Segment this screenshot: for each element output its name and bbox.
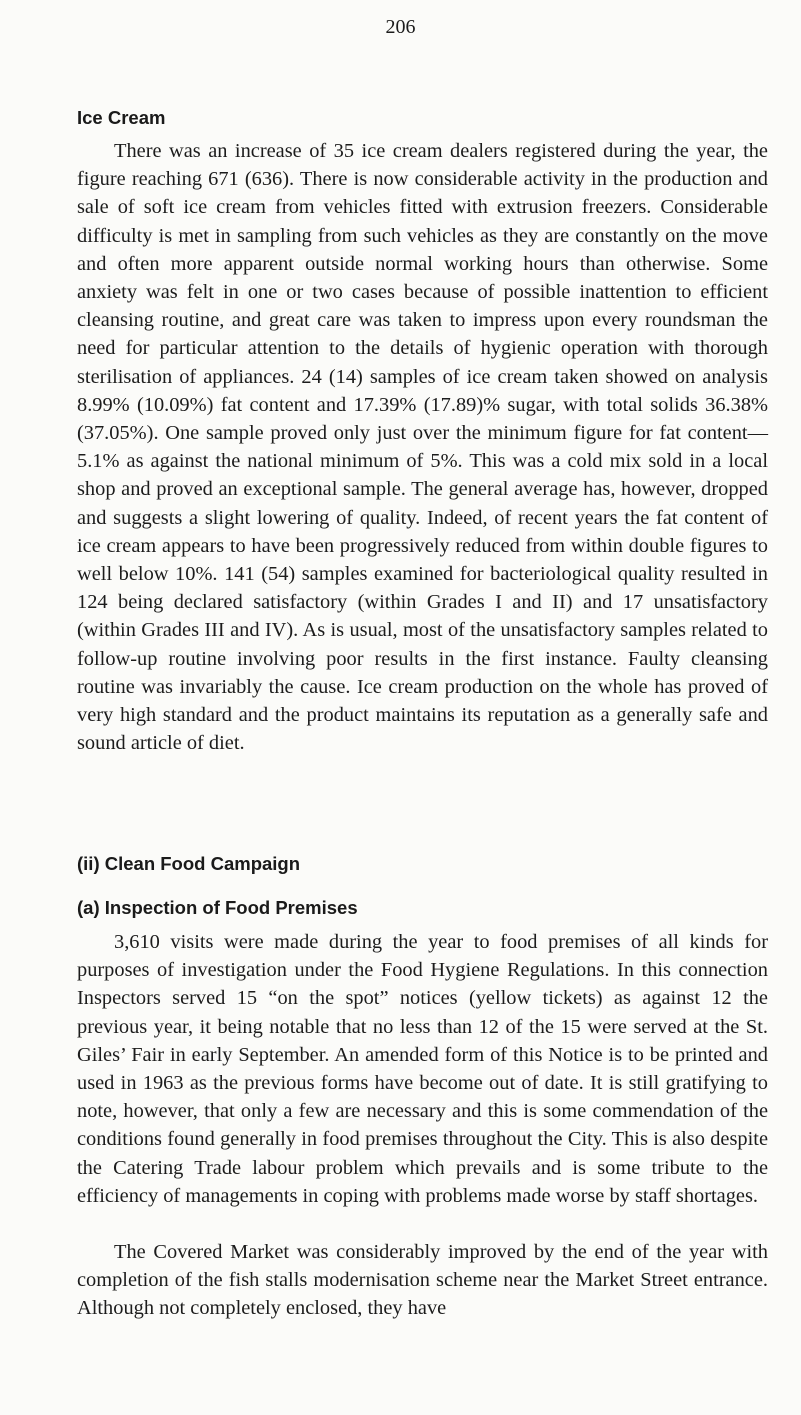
covered-market-paragraph: The Covered Market was considerably improved by the end of the year with completion of the fish stalls modernisation scheme near the Market Street entrance. Although not completely enclosed, they have (77, 1241, 768, 1320)
inspection-food-premises-heading: (a) Inspection of Food Premises (77, 897, 358, 918)
inspection-paragraph: 3,610 visits were made during the year to food premises of all kinds for purposes of investigation under the Food Hygiene Regulations. In this connection Inspectors served 15 “on the spot” notices (yellow tickets) as against 12 the previous year, it being notable that no less than 12 of the 15 were served at the St. Giles’ Fair in early September. An amended form of this Notice is to be printed and used in 1963 as the previous forms have become out of date. It is still gratifying to note, however, that only a few are necessary and this is some commendation of the conditions found generally in food premises throughout the City. This is also despite the Catering Trade labour problem which prevails and is some tribute to the efficiency of managements in coping with problems made worse by staff shortages. (77, 931, 768, 1207)
page-number: 206 (385, 16, 416, 38)
ice-cream-heading: Ice Cream (77, 107, 166, 128)
ice-cream-paragraph: There was an increase of 35 ice cream dealers registered during the year, the figure reaching 671 (636). There is now considerable activity in the production and sale of soft ice cream from vehicles fitted with extrusion freezers. Considerable difficulty is met in sampling from such vehicles as they are constantly on the move and often more apparent outside normal working hours than otherwise. Some anxiety was felt in one or two cases because of possible inattention to efficient cleansing routine, and great care was taken to impress upon every roundsman the need for particular attention to the details of hygienic operation with thorough sterilisation of appliances. 24 (14) samples of ice cream taken showed on analysis 8.99% (10.09%) fat content and 17.39% (17.89)% sugar, with total solids 36.38% (37.05%). One sample proved only just over the minimum figure for fat content—5.1% as against the national minimum of 5%. This was a cold mix sold in a local shop and proved an exceptional sample. The general average has, however, dropped and suggests a slight lowering of quality. Indeed, of recent years the fat content of ice cream appears to have been progressively reduced from within double figures to well below 10%. 141 (54) samples examined for bacteriological quality resulted in 124 being declared satisfactory (within Grades I and II) and 17 unsatisfactory (within Grades III and IV). As is usual, most of the unsatisfactory samples related to follow-up routine involving poor results in the first instance. Faulty cleansing routine was invariably the cause. Ice cream production on the whole has proved of very high standard and the product maintains its reputation as a generally safe and sound article of diet. (77, 140, 768, 755)
clean-food-campaign-heading: (ii) Clean Food Campaign (77, 853, 301, 874)
